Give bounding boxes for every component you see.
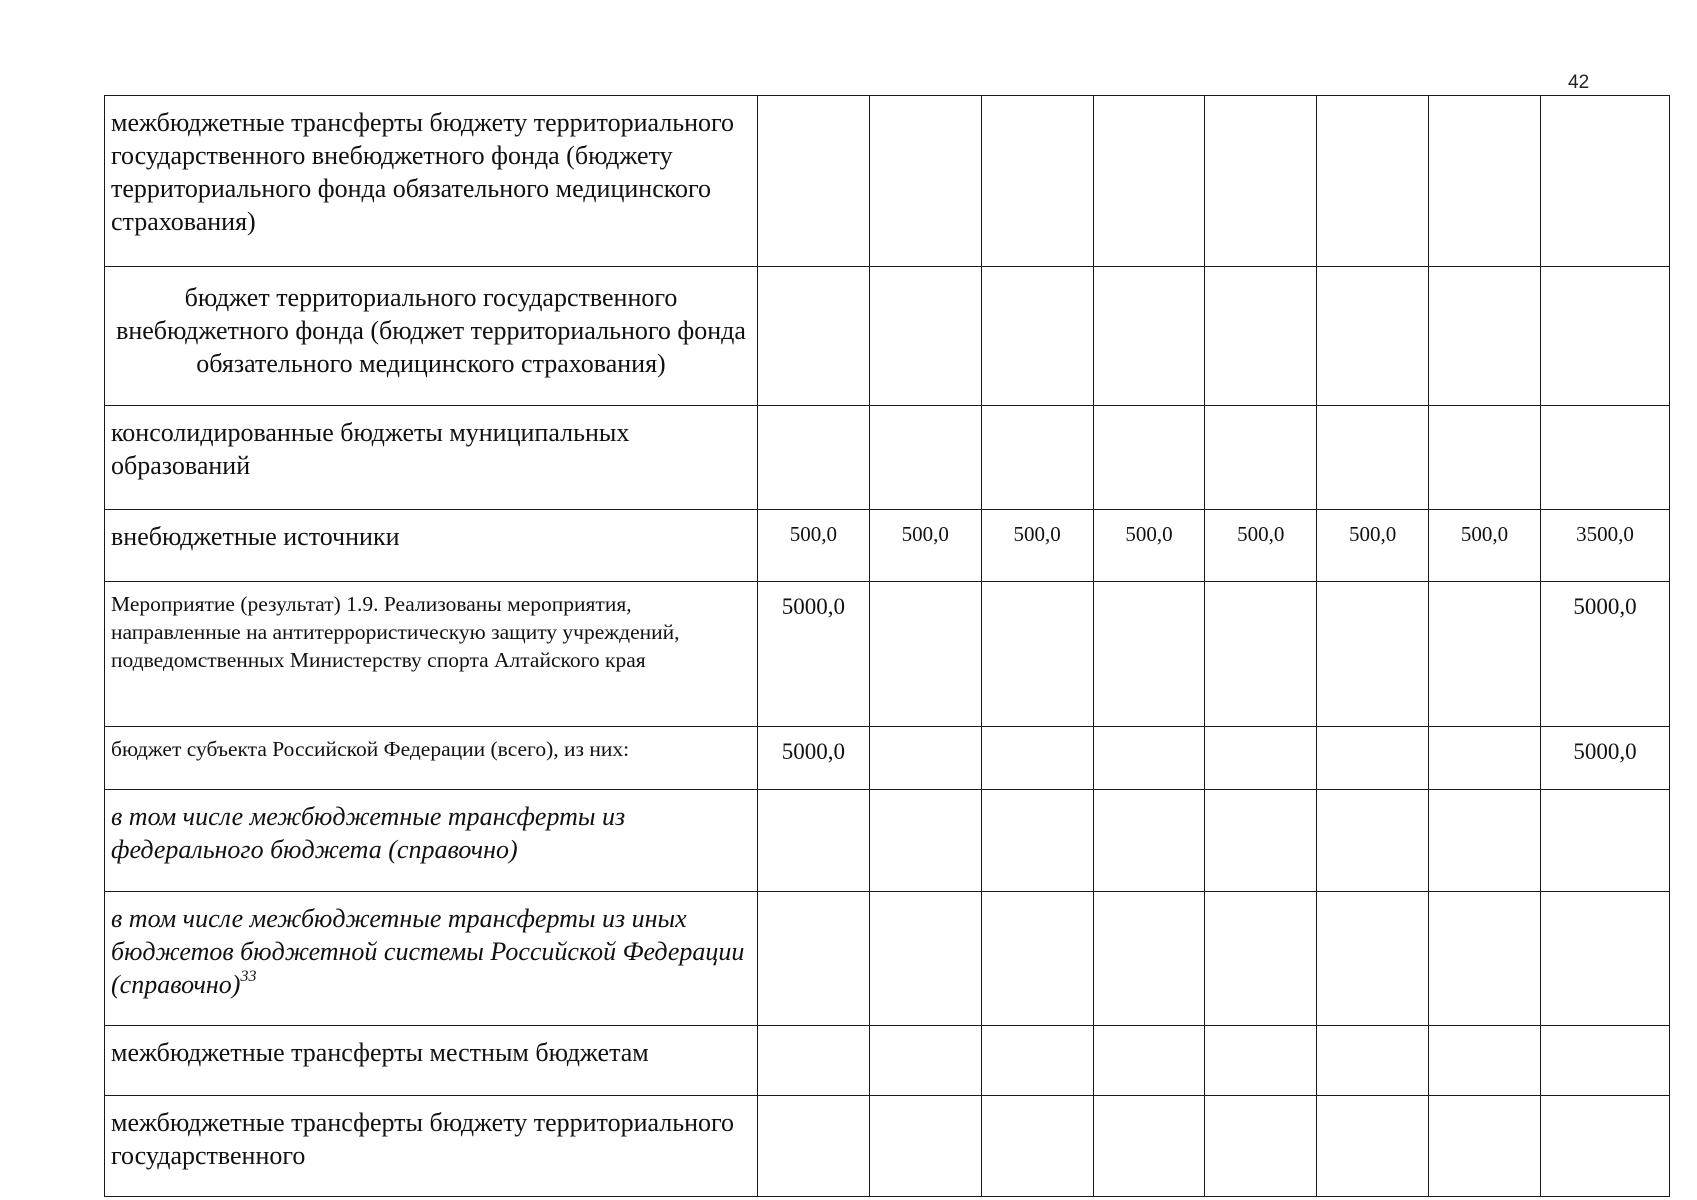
row-label — [105, 582, 758, 727]
row-label — [105, 267, 758, 406]
value-cell — [1317, 406, 1429, 510]
value-cell — [981, 727, 1093, 790]
table-row — [105, 406, 1670, 510]
table-row — [105, 727, 1670, 790]
table-row — [105, 510, 1670, 582]
value-cell — [1317, 96, 1429, 267]
value-cell — [1429, 96, 1541, 267]
value-cell — [758, 267, 870, 406]
value-cell — [1205, 1026, 1317, 1096]
row-label — [105, 727, 758, 790]
value-cell — [1429, 892, 1541, 1026]
value-cell — [1093, 1026, 1205, 1096]
value-cell — [758, 96, 870, 267]
value-cell — [869, 582, 981, 727]
budget-table — [104, 95, 1670, 1197]
value-cell — [1541, 96, 1670, 267]
value-cell: 500,0 — [1317, 510, 1429, 582]
value-cell — [981, 406, 1093, 510]
value-cell — [1205, 727, 1317, 790]
value-cell — [1429, 582, 1541, 727]
value-cell — [1317, 727, 1429, 790]
value-cell: 5000,0 — [1541, 582, 1670, 727]
value-cell — [1317, 892, 1429, 1026]
value-cell — [1429, 727, 1541, 790]
value-cell — [981, 1096, 1093, 1197]
value-cell: 500,0 — [758, 510, 870, 582]
value-cell — [1205, 267, 1317, 406]
page-number: 42 — [1568, 72, 1590, 93]
table-row — [105, 790, 1670, 892]
value-cell — [1317, 267, 1429, 406]
row-label-text: в том числе межбюджетные трансферты из иных бюджетов бюджетной системы Российской Федерации (справочно) — [111, 904, 745, 999]
row-label-text: межбюджетные трансферты бюджету территориального государственного — [111, 1108, 735, 1170]
value-cell — [758, 1026, 870, 1096]
table-row — [105, 96, 1670, 267]
value-cell — [1205, 582, 1317, 727]
table-row — [105, 267, 1670, 406]
value-cell: 500,0 — [1205, 510, 1317, 582]
value-cell: 500,0 — [869, 510, 981, 582]
value-cell — [1317, 1096, 1429, 1197]
value-cell — [869, 892, 981, 1026]
value-cell — [1429, 267, 1541, 406]
value-cell — [1205, 1096, 1317, 1197]
value-cell — [981, 892, 1093, 1026]
value-cell — [1429, 406, 1541, 510]
value-cell — [1429, 1026, 1541, 1096]
value-cell — [981, 790, 1093, 892]
value-cell — [1541, 406, 1670, 510]
value-cell — [1093, 267, 1205, 406]
row-label — [105, 96, 758, 267]
value-cell — [1429, 1096, 1541, 1197]
row-label — [105, 406, 758, 510]
row-label — [105, 790, 758, 892]
row-label — [105, 1026, 758, 1096]
value-cell — [758, 892, 870, 1026]
row-label — [105, 510, 758, 582]
value-cell — [869, 727, 981, 790]
value-cell — [981, 1026, 1093, 1096]
value-cell — [869, 1096, 981, 1197]
value-cell — [1093, 727, 1205, 790]
value-cell — [1205, 406, 1317, 510]
value-cell — [1093, 790, 1205, 892]
value-cell — [1317, 1026, 1429, 1096]
value-cell — [1093, 1096, 1205, 1197]
row-label-text: в том числе межбюджетные трансферты из федерального бюджета (справочно) — [111, 802, 626, 864]
table-row — [105, 1096, 1670, 1197]
value-cell — [1541, 267, 1670, 406]
value-cell — [758, 790, 870, 892]
row-label-text: межбюджетные трансферты местным бюджетам — [111, 1038, 649, 1067]
value-cell — [1429, 790, 1541, 892]
value-cell — [1093, 582, 1205, 727]
value-cell: 3500,0 — [1541, 510, 1670, 582]
value-cell — [1317, 790, 1429, 892]
value-cell: 5000,0 — [758, 582, 870, 727]
row-label-text: Мероприятие (результат) 1.9. Реализованы мероприятия, направленные на антитеррористическую защиту учреждений, подведомственных Министерству спорта Алтайского края — [111, 592, 680, 672]
value-cell: 500,0 — [1429, 510, 1541, 582]
footnote-marker: 33 — [240, 968, 257, 985]
value-cell — [1205, 892, 1317, 1026]
value-cell — [1541, 892, 1670, 1026]
value-cell — [869, 96, 981, 267]
value-cell — [1093, 892, 1205, 1026]
value-cell — [1093, 406, 1205, 510]
value-cell: 500,0 — [981, 510, 1093, 582]
value-cell — [1205, 96, 1317, 267]
row-label — [105, 1096, 758, 1197]
table-row — [105, 1026, 1670, 1096]
value-cell — [1317, 582, 1429, 727]
value-cell: 500,0 — [1093, 510, 1205, 582]
value-cell — [869, 267, 981, 406]
budget-table-body — [105, 96, 1670, 1197]
value-cell — [758, 406, 870, 510]
value-cell — [758, 1096, 870, 1197]
value-cell — [981, 96, 1093, 267]
row-label-text: внебюджетные источники — [111, 522, 400, 551]
value-cell — [1205, 790, 1317, 892]
value-cell — [981, 267, 1093, 406]
row-label — [105, 892, 758, 1026]
value-cell — [869, 790, 981, 892]
value-cell — [869, 1026, 981, 1096]
value-cell: 5000,0 — [1541, 727, 1670, 790]
value-cell — [1541, 790, 1670, 892]
table-row — [105, 892, 1670, 1026]
value-cell — [1541, 1026, 1670, 1096]
value-cell — [1093, 96, 1205, 267]
value-cell: 5000,0 — [758, 727, 870, 790]
row-label-text: бюджет территориального государственного внебюджетного фонда (бюджет территориального фонда обязательного медицинского страхования) — [116, 283, 746, 378]
row-label-text: межбюджетные трансферты бюджету территориального государственного внебюджетного фонда (бюджету территориального фонда обязательного медицинского страхования) — [111, 108, 735, 236]
row-label-text: бюджет субъекта Российской Федерации (всего), из них: — [111, 737, 630, 761]
table-row — [105, 582, 1670, 727]
value-cell — [1541, 1096, 1670, 1197]
row-label-text: консолидированные бюджеты муниципальных образований — [111, 418, 630, 480]
value-cell — [981, 582, 1093, 727]
value-cell — [869, 406, 981, 510]
